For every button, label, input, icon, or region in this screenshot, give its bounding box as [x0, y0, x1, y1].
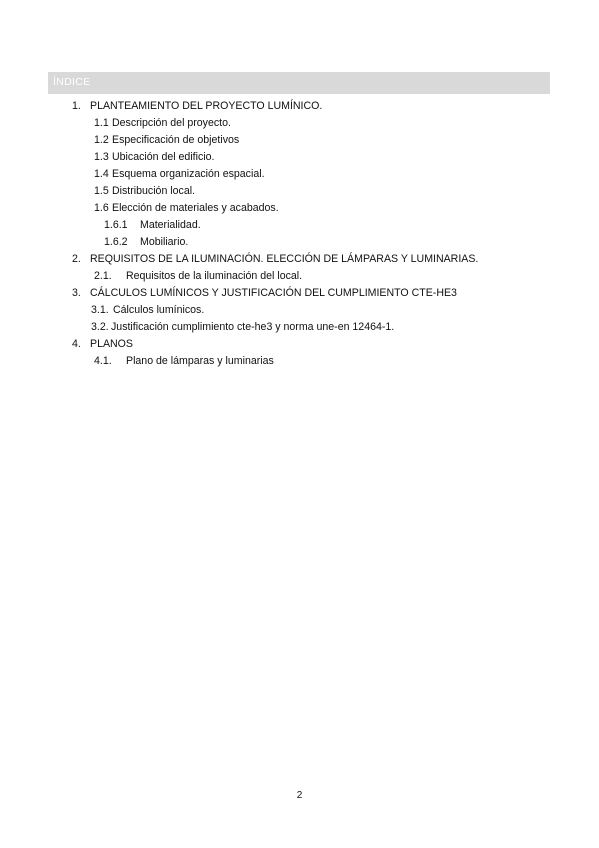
toc-entry-1-5[interactable]: [94, 185, 195, 198]
toc-entry-number: 1.1: [94, 117, 109, 129]
toc-entry-1[interactable]: [72, 100, 322, 113]
toc-entry-number: 3.: [72, 287, 81, 299]
toc-entry-number: 1.6.1: [104, 219, 128, 231]
toc-entry-text: REQUISITOS DE LA ILUMINACIÓN. ELECCIÓN DE LÁMPARAS Y LUMINARIAS.: [90, 253, 479, 265]
toc-entry-text: Esquema organización espacial.: [112, 168, 265, 180]
toc-entry-2[interactable]: [72, 253, 478, 266]
toc-entry-3[interactable]: [72, 287, 457, 300]
toc-entry-3-1[interactable]: [91, 304, 204, 317]
index-header-bar: [48, 72, 550, 94]
toc-entry-text: PLANTEAMIENTO DEL PROYECTO LUMÍNICO.: [90, 100, 323, 112]
toc-entry-text: CÁLCULOS LUMÍNICOS Y JUSTIFICACIÓN DEL CUMPLIMIENTO CTE-HE3: [90, 287, 457, 299]
toc-entry-number: 1.6: [94, 202, 109, 214]
toc-entry-text: Descripción del proyecto.: [112, 117, 231, 129]
toc-entry-number: 1.3: [94, 151, 109, 163]
toc-entry-number: 2.: [72, 253, 81, 265]
toc-entry-number: 1.6.2: [104, 236, 128, 248]
toc-entry-text: Requisitos de la iluminación del local.: [126, 270, 303, 282]
toc-entry-number: 1.4: [94, 168, 109, 180]
toc-entry-text: PLANOS: [90, 338, 133, 350]
toc-entry-text: Cálculos lumínicos.: [113, 304, 205, 316]
page-number: 2: [296, 790, 303, 801]
toc-entry-1-6-2[interactable]: [104, 236, 188, 249]
toc-entry-number: 4.: [72, 338, 81, 350]
toc-entry-3-2[interactable]: [91, 321, 394, 334]
toc-entry-number: 4.1.: [94, 355, 112, 367]
toc-entry-text: Justificación cumplimiento cte-he3 y norma une-en 12464-1.: [111, 321, 395, 333]
toc-entry-1-2[interactable]: [94, 134, 239, 147]
toc-entry-number: 3.2.: [91, 321, 109, 333]
index-title: ÍNDICE: [53, 76, 91, 88]
toc-entry-4[interactable]: [72, 338, 133, 351]
toc-entry-number: 1.5: [94, 185, 109, 197]
toc-entry-4-1[interactable]: [94, 355, 274, 368]
toc-entry-text: Distribución local.: [112, 185, 196, 197]
toc-entry-1-6-1[interactable]: [104, 219, 201, 232]
toc-entry-number: 3.1.: [91, 304, 109, 316]
toc-entry-text: Mobiliario.: [140, 236, 189, 248]
toc-entry-number: 1.2: [94, 134, 109, 146]
toc-entry-text: Plano de lámparas y luminarias: [126, 355, 274, 367]
toc-entry-1-3[interactable]: [94, 151, 214, 164]
toc-entry-text: Elección de materiales y acabados.: [112, 202, 279, 214]
toc-entry-text: Especificación de objetivos: [112, 134, 240, 146]
toc-entry-1-6[interactable]: [94, 202, 279, 215]
toc-entry-number: 2.1.: [94, 270, 112, 282]
toc-entry-text: Materialidad.: [140, 219, 201, 231]
toc-entry-number: 1.: [72, 100, 81, 112]
toc-entry-2-1[interactable]: [94, 270, 302, 283]
toc-entry-text: Ubicación del edificio.: [112, 151, 215, 163]
toc-entry-1-1[interactable]: [94, 117, 231, 130]
toc-entry-1-4[interactable]: [94, 168, 265, 181]
